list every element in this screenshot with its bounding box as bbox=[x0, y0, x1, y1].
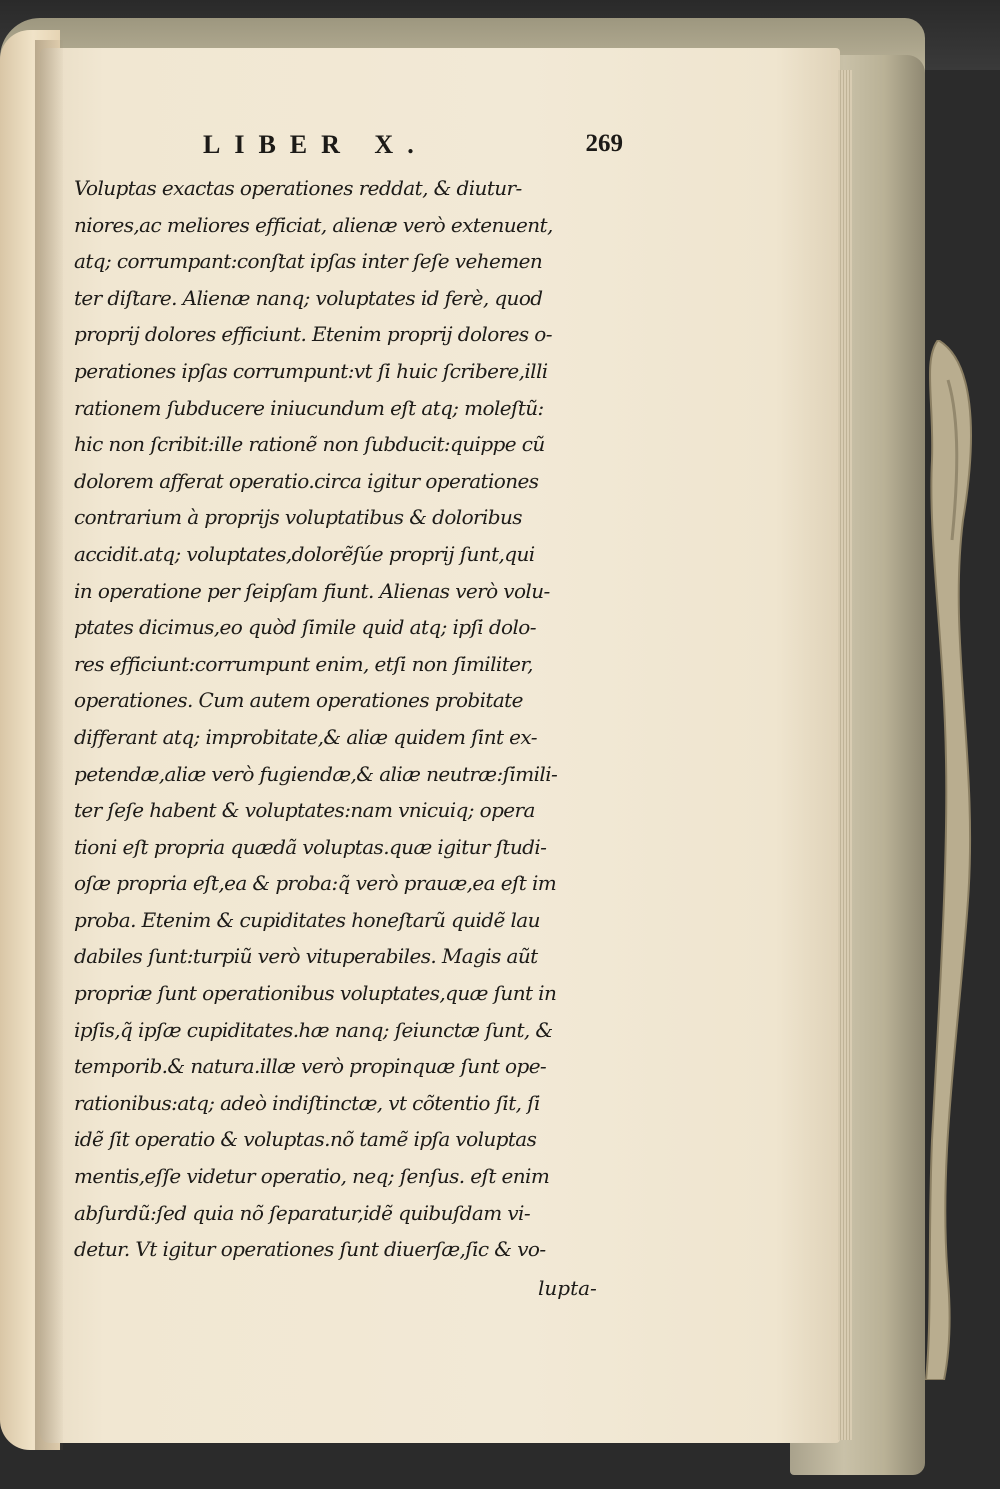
text-line: dabiles ſunt:turpiũ verò vituperabiles. Magis aũt bbox=[74, 944, 538, 969]
text-line: operationes. Cum autem operationes probitate bbox=[74, 688, 523, 713]
text-line: perationes ipſas corrumpunt:vt ſi huic ſcribere,illi bbox=[74, 358, 548, 383]
text-line: proba. Etenim & cupiditates honeſtarũ quidẽ lau bbox=[74, 907, 540, 932]
catchword: lupta- bbox=[538, 1276, 597, 1300]
text-line: ipſis,q̃ ipſæ cupiditates.hæ nanq; ſeiunctæ ſunt, & bbox=[74, 1017, 553, 1042]
text-line: ter diſtare. Alienæ nanq; voluptates id ferè, quod bbox=[74, 285, 543, 310]
text-line: mentis,eſſe videtur operatio, neq; ſenſus. eſt enim bbox=[74, 1164, 550, 1189]
page-header bbox=[203, 130, 623, 170]
text-line: abſurdũ:ſed quia nõ ſeparatur,idẽ quibuſdam vi- bbox=[74, 1200, 530, 1225]
text-line: rationibus:atq; adeò indiſtinctæ, vt cõtentio ſit, ſi bbox=[74, 1090, 540, 1115]
running-head: LIBER X. bbox=[203, 130, 428, 159]
text-line: res efficiunt:corrumpunt enim, etſi non ſimiliter, bbox=[74, 651, 533, 676]
binding-tie-ribbon bbox=[918, 340, 988, 1380]
text-block bbox=[74, 170, 614, 1268]
page-block-edges bbox=[838, 70, 852, 1440]
text-line: dolorem afferat operatio.circa igitur operationes bbox=[74, 468, 539, 493]
text-line: ptates dicimus,eo quòd ſimile quid atq; ipſi dolo- bbox=[74, 615, 536, 640]
text-line: niores,ac meliores efficiat, alienæ verò extenuent, bbox=[74, 212, 553, 237]
text-line: contrarium à proprijs voluptatibus & doloribus bbox=[74, 505, 522, 530]
text-line: in operatione per ſeipſam fiunt. Alienas verò volu- bbox=[74, 578, 550, 603]
text-line: Voluptas exactas operationes reddat, & diutur- bbox=[74, 176, 522, 200]
text-line: rationem ſubducere iniucundum eſt atq; moleſtũ: bbox=[74, 395, 544, 420]
text-line: ter ſeſe habent & voluptates:nam vnicuiq; opera bbox=[74, 798, 535, 823]
text-line: proprij dolores efficiunt. Etenim proprij dolores o- bbox=[74, 322, 552, 347]
text-line: accidit.atq; voluptates,dolorẽſúe proprij ſunt,qui bbox=[74, 541, 535, 566]
text-line: detur. Vt igitur operationes ſunt diuerſæ,ſic & vo- bbox=[74, 1237, 546, 1262]
text-line: hic non ſcribit:ille rationẽ non ſubducit:quippe cũ bbox=[74, 432, 545, 457]
text-line: temporib.& natura.illæ verò propinquæ ſunt ope- bbox=[74, 1054, 547, 1079]
text-line: idẽ ſit operatio & voluptas.nõ tamẽ ipſa voluptas bbox=[74, 1127, 537, 1152]
text-line: oſæ propria eſt,ea & proba:q̃ verò prauæ,ea eſt im bbox=[74, 871, 557, 896]
text-line: petendæ,aliæ verò fugiendæ,& aliæ neutræ:ſimili- bbox=[74, 761, 558, 786]
page-gutter bbox=[35, 40, 63, 1450]
text-line: atq; corrumpant:conſtat ipſas inter ſeſe vehemen bbox=[74, 249, 543, 274]
text-line: propriæ ſunt operationibus voluptates,quæ ſunt in bbox=[74, 981, 557, 1006]
page-number: 269 bbox=[585, 130, 623, 157]
text-line: tioni eſt propria quædã voluptas.quæ igitur ſtudi- bbox=[74, 834, 547, 859]
text-line: differant atq; improbitate,& aliæ quidem ſint ex- bbox=[74, 724, 537, 749]
